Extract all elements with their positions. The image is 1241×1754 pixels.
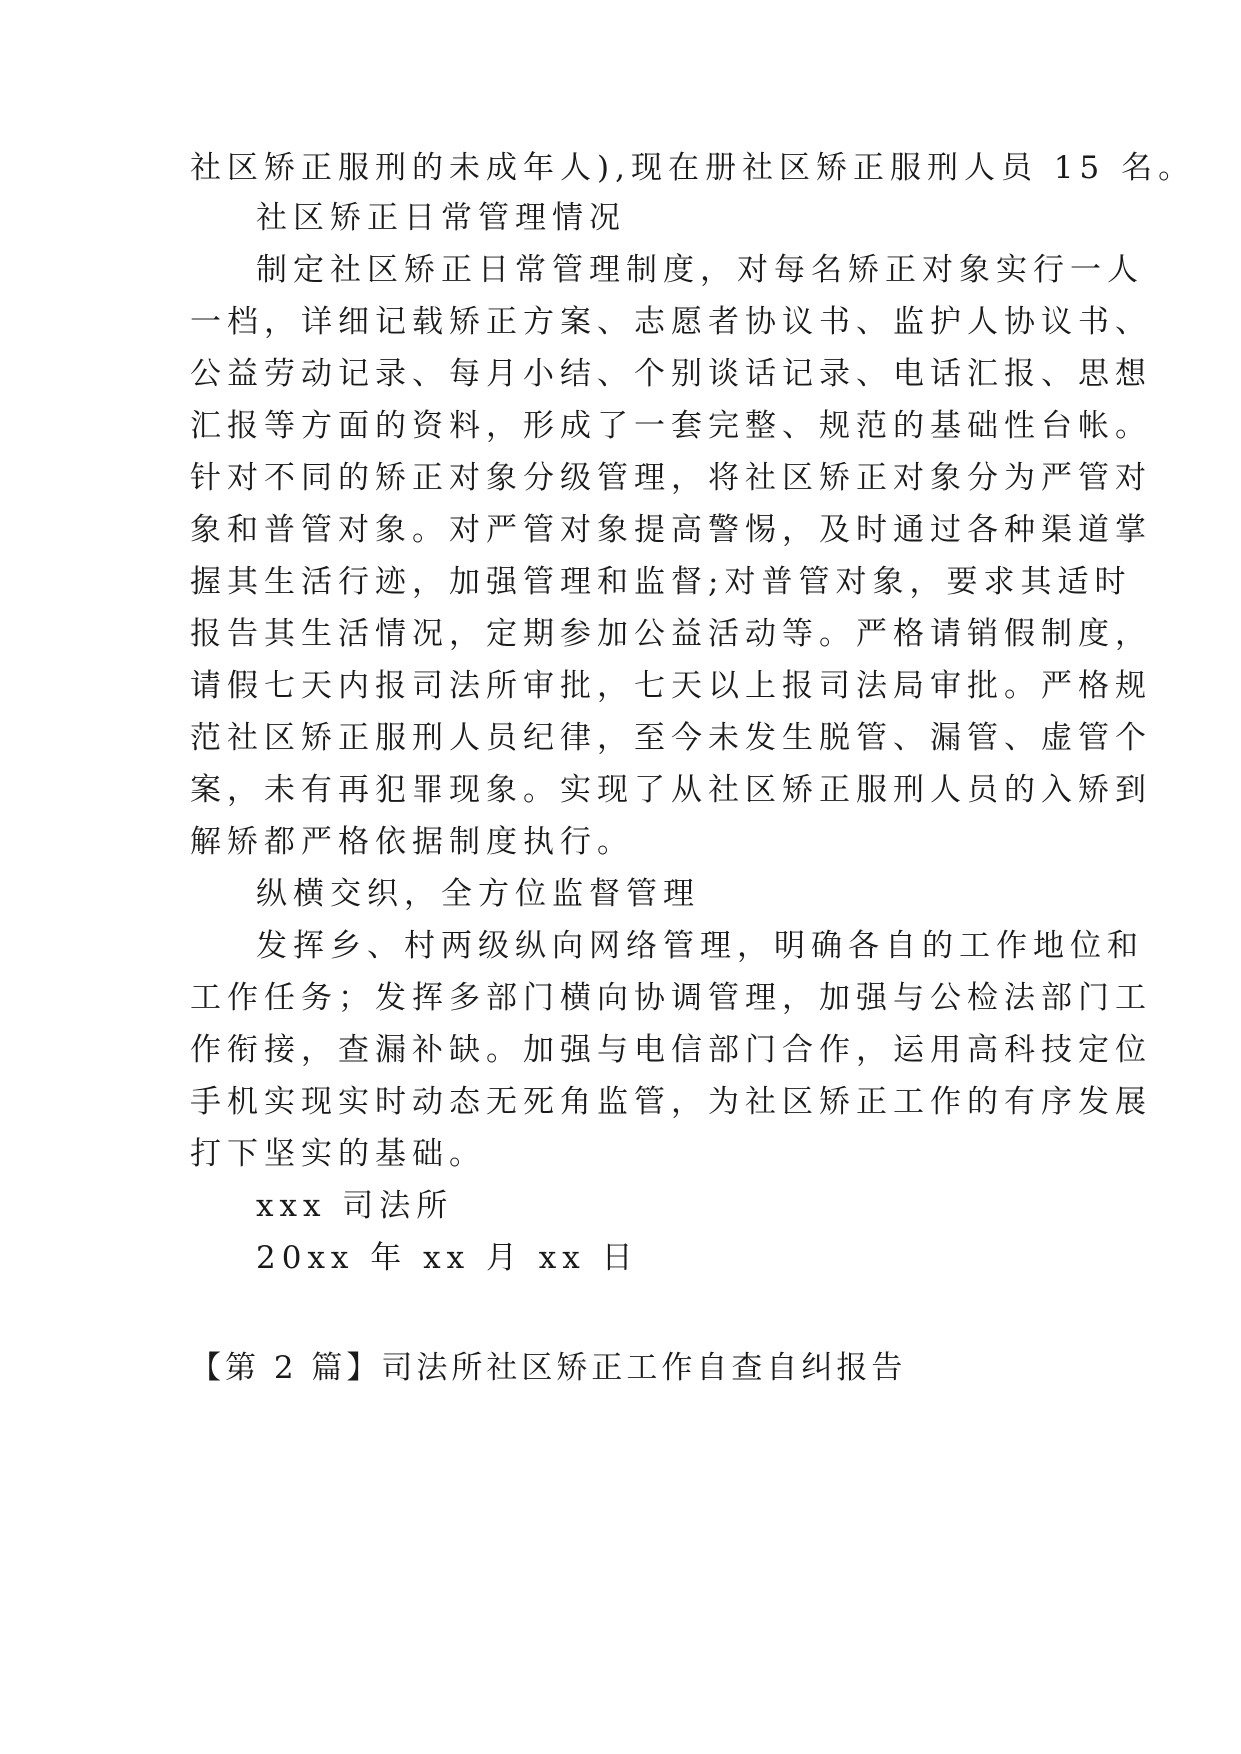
section-subheading: 社区矫正日常管理情况 bbox=[256, 200, 626, 236]
paragraph-line: 范社区矫正服刑人员纪律，至今未发生脱管、漏管、虚管个 bbox=[190, 720, 1152, 756]
paragraph-line: 作衔接，查漏补缺。加强与电信部门合作，运用高科技定位 bbox=[190, 1032, 1152, 1068]
paragraph-line: 针对不同的矫正对象分级管理，将社区矫正对象分为严管对 bbox=[190, 460, 1152, 496]
paragraph-line: 发挥乡、村两级纵向网络管理，明确各自的工作地位和 bbox=[256, 928, 1144, 964]
paragraph-line: 请假七天内报司法所审批，七天以上报司法局审批。严格规 bbox=[190, 668, 1152, 704]
next-section-heading: 【第 2 篇】司法所社区矫正工作自查自纠报告 bbox=[190, 1350, 907, 1386]
signature-organization: xxx 司法所 bbox=[256, 1188, 454, 1224]
paragraph-line: 一档，详细记载矫正方案、志愿者协议书、监护人协议书、 bbox=[190, 304, 1152, 340]
paragraph-line: 打下坚实的基础。 bbox=[190, 1136, 486, 1172]
paragraph-line: 案，未有再犯罪现象。实现了从社区矫正服刑人员的入矫到 bbox=[190, 772, 1152, 808]
paragraph-line: 解矫都严格依据制度执行。 bbox=[190, 824, 634, 860]
paragraph-line: 制定社区矫正日常管理制度，对每名矫正对象实行一人 bbox=[256, 252, 1144, 288]
paragraph-line: 象和普管对象。对严管对象提高警惕，及时通过各种渠道掌 bbox=[190, 512, 1152, 548]
paragraph-line: 报告其生活情况，定期参加公益活动等。严格请销假制度， bbox=[190, 616, 1152, 652]
section-subheading: 纵横交织，全方位监督管理 bbox=[256, 876, 700, 912]
paragraph-line: 握其生活行迹，加强管理和监督;对普管对象，要求其适时 bbox=[190, 564, 1132, 600]
paragraph-line: 汇报等方面的资料，形成了一套完整、规范的基础性台帐。 bbox=[190, 408, 1152, 444]
paragraph-line: 公益劳动记录、每月小结、个别谈话记录、电话汇报、思想 bbox=[190, 356, 1152, 392]
paragraph-line: 社区矫正服刑的未成年人),现在册社区矫正服刑人员 15 名。 bbox=[190, 150, 1196, 186]
paragraph-line: 工作任务；发挥多部门横向协调管理，加强与公检法部门工 bbox=[190, 980, 1152, 1016]
paragraph-line: 手机实现实时动态无死角监管，为社区矫正工作的有序发展 bbox=[190, 1084, 1152, 1120]
signature-date: 20xx 年 xx 月 xx 日 bbox=[256, 1240, 639, 1276]
